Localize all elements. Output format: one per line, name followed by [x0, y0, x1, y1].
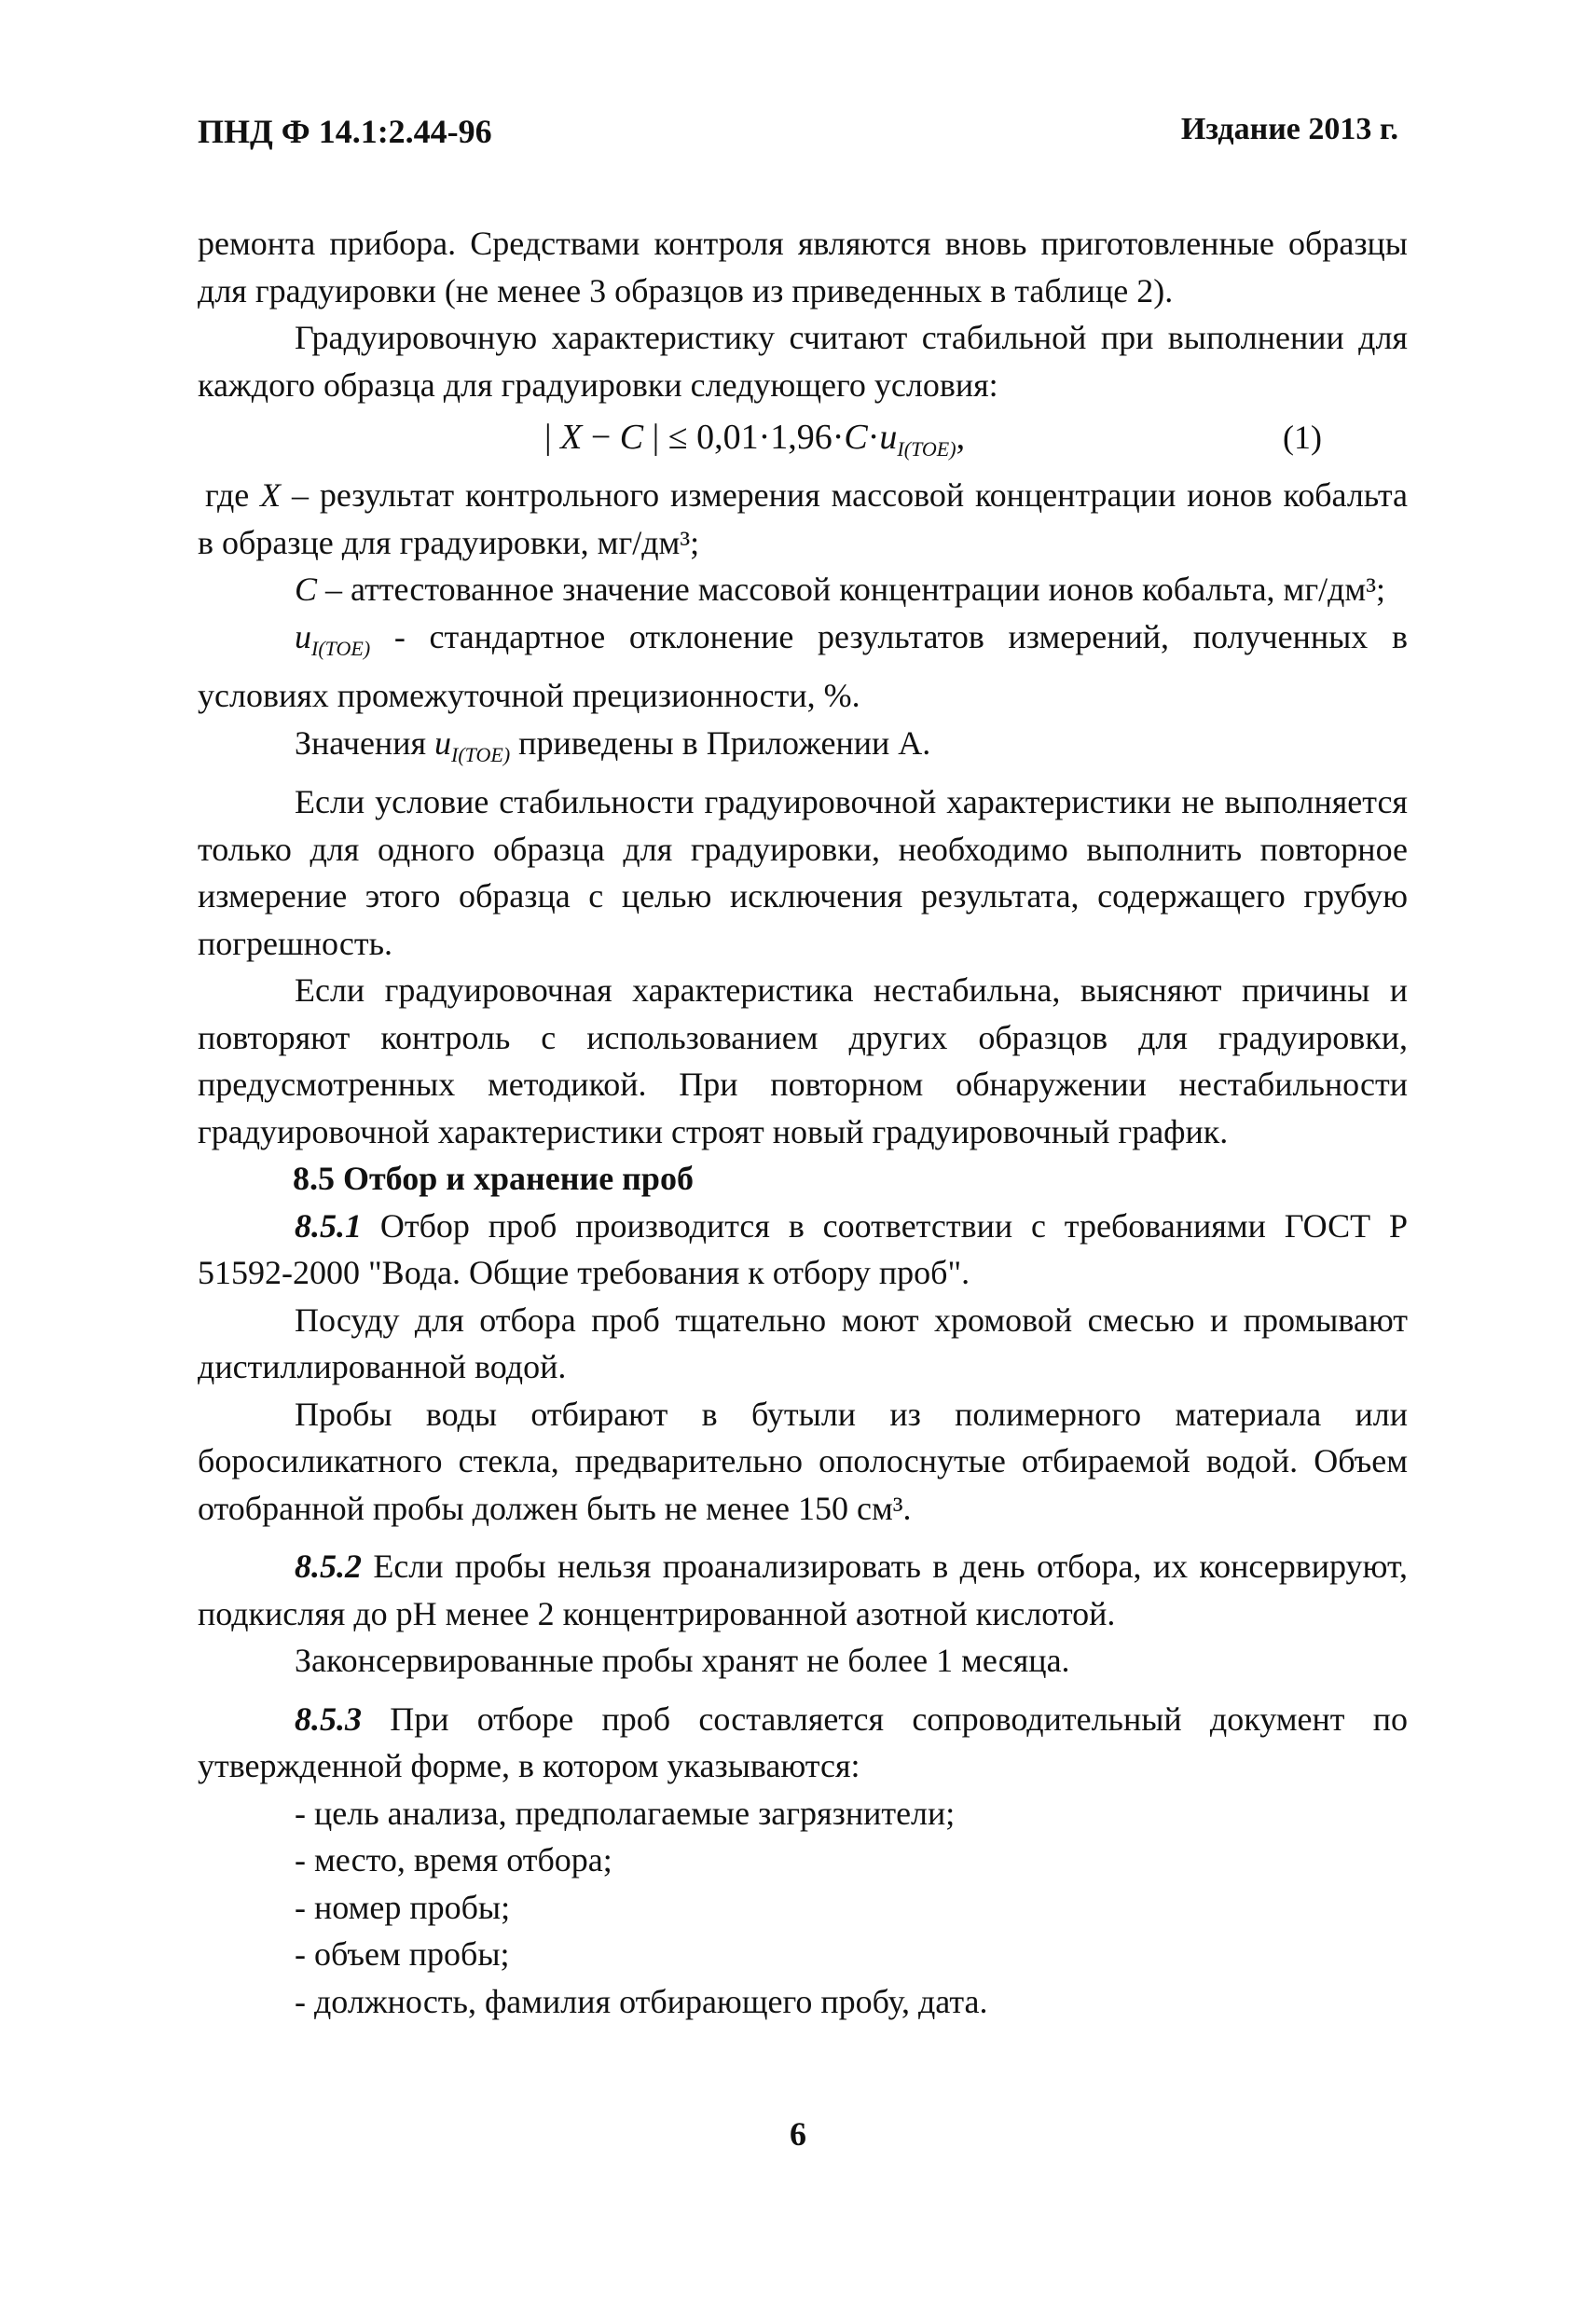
- definition-x: где X – результат контрольного измерения массовой концентрации ионов кобальта в образце для градуировки, мг/дм³;: [198, 476, 1408, 561]
- list-item: - объем пробы;: [295, 1935, 510, 1973]
- paragraph: ремонта прибора. Средствами контроля являются вновь приготовленные образцы для градуировки (не менее 3 образцов из приведенных в таблице 2).: [198, 225, 1408, 310]
- definition-u: $u_{I(TOE)}$ - стандартное отклонение результатов измерений, полученных в условиях промежуточной прецизионности, %.: [198, 617, 1408, 714]
- clause-8-5-3: 8.5.3 При отборе проб составляется сопроводительный документ по утвержденной форме, в котором указываются:: [198, 1700, 1408, 1784]
- list-item: - цель анализа, предполагаемые загрязнители;: [295, 1794, 956, 1832]
- paragraph: Пробы воды отбирают в бутыли из полимерного материала или боросиликатного стекла, предварительно ополоснутые отбираемой водой. Объем отобранной пробы должен быть не менее 150 см³.: [198, 1395, 1408, 1527]
- list-item: - должность, фамилия отбирающего пробу, дата.: [295, 1982, 988, 2020]
- list-item: - место, время отбора;: [295, 1841, 612, 1878]
- formula-1: [198, 414, 1408, 468]
- paragraph: Законсервированные пробы хранят не более 1 месяца.: [295, 1642, 1070, 1679]
- section-heading: 8.5 Отбор и хранение проб: [293, 1160, 694, 1197]
- paragraph: Если градуировочная характеристика нестабильна, выясняют причины и повторяют контроль с использованием других образцов для градуировки, предусмотренных методикой. При повторном обнаружении нестабильности градуировочной характеристики строят новый градуировочный график.: [198, 971, 1408, 1150]
- spacer: [198, 1685, 1408, 1696]
- spacer: [198, 1532, 1408, 1543]
- page-number: 6: [790, 2115, 806, 2153]
- paragraph: Градуировочную характеристику считают стабильной при выполнении для каждого образца для градуировки следующего условия:: [198, 319, 1408, 404]
- page-header: [198, 112, 1398, 168]
- definition-c: C – аттестованное значение массовой концентрации ионов кобальта, мг/дм³;: [295, 571, 1385, 608]
- clause-8-5-2: 8.5.2 Если пробы нельзя проанализировать в день отбора, их консервируют, подкисляя до pH менее 2 концентрированной азотной кислотой.: [198, 1548, 1408, 1632]
- paragraph: Если условие стабильности градуировочной характеристики не выполняется только для одного образца для градуировки, необходимо выполнить повторное измерение этого образца с целью исключения результата, содержащего грубую погрешность.: [198, 783, 1408, 962]
- formula-expression: | X − C | ≤ $0,01\cdot 1,96\cdot C\cdot u_{I(TOE)}$,: [544, 418, 966, 461]
- equation-number: (1): [1283, 419, 1322, 456]
- list-item: - номер пробы;: [295, 1888, 511, 1926]
- values-reference: Значения $u_{I(TOE)}$ приведены в Приложении А.: [295, 723, 931, 766]
- document-body: [198, 220, 1408, 2025]
- document-code: ПНД Ф 14.1:2.44-96: [198, 113, 492, 150]
- paragraph: Посуду для отбора проб тщательно моют хромовой смесью и промывают дистиллированной водой.: [198, 1300, 1408, 1385]
- edition-label: Издание 2013 г.: [1180, 112, 1398, 146]
- clause-8-5-1: 8.5.1 Отбор проб производится в соответствии с требованиями ГОСТ Р 51592-2000 "Вода. Общие требования к отбору проб".: [198, 1206, 1408, 1291]
